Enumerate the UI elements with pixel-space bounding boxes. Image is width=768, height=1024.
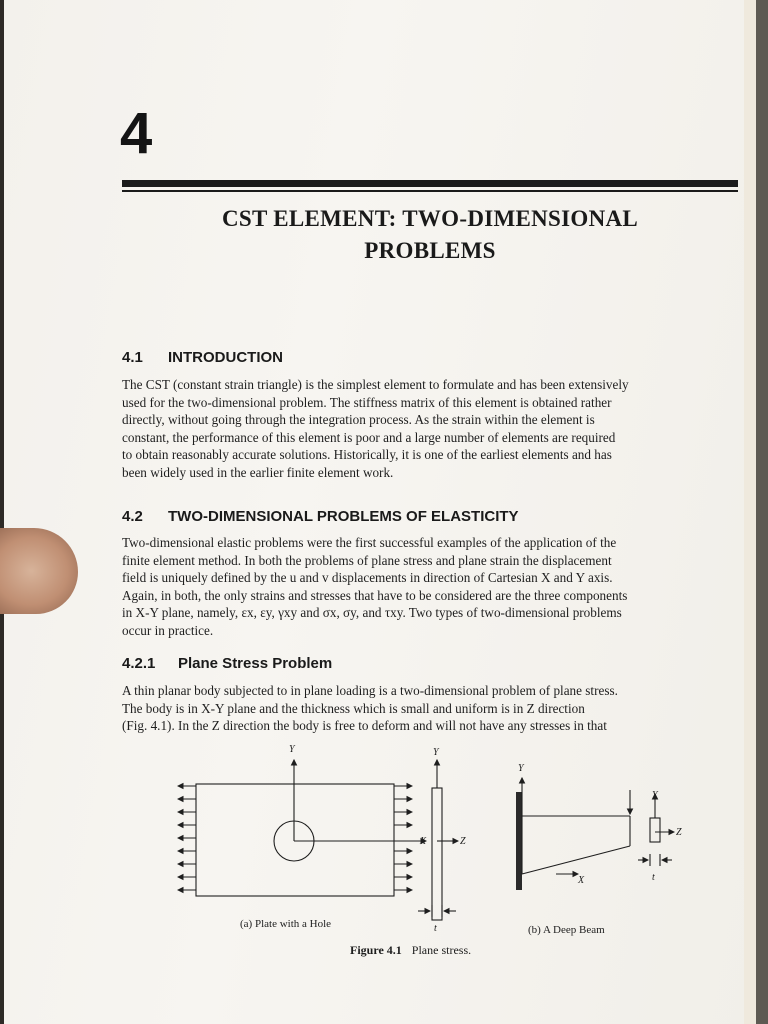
text-line: been widely used in the earlier finite element work. <box>122 464 394 480</box>
section-number: 4.2 <box>122 508 143 525</box>
section-title: Plane Stress Problem <box>178 655 333 672</box>
text-line: (Fig. 4.1). In the Z direction the body is free to deform and will not have any stresses in that <box>122 718 607 733</box>
plate-edge-rect <box>432 788 442 920</box>
section-title: INTRODUCTION <box>168 349 283 366</box>
beam-section-rect <box>650 818 660 842</box>
section-number: 4.2.1 <box>122 655 156 672</box>
section-title: TWO-DIMENSIONAL PROBLEMS OF ELASTICITY <box>168 508 519 525</box>
thickness-label: t <box>434 923 437 934</box>
section-y-label: Y <box>652 790 658 801</box>
paragraph-introduction <box>122 376 738 481</box>
figure-label-b: (b) A Deep Beam <box>528 924 605 936</box>
paragraph-elasticity <box>122 534 738 639</box>
text-line: finite element method. In both the problems of plane stress and plane strain the displacement <box>122 552 612 568</box>
text-line: to obtain reasonably accurate solutions. Historically, it is one of the earliest elements and has <box>122 447 612 462</box>
y-axis-label: Y <box>289 744 295 755</box>
text-line: The CST (constant strain triangle) is the simplest element to formulate and has been extensively <box>122 377 629 392</box>
text-line: in X-Y plane, namely, εx, εy, γxy and σx, σy, and τxy. Two types of two-dimensional problems <box>122 605 622 620</box>
section-thickness-label: t <box>652 872 655 883</box>
figure-caption <box>350 943 471 958</box>
beam-bottom-edge <box>522 846 630 874</box>
figure-number: Figure 4.1 <box>350 943 402 957</box>
section-number: 4.1 <box>122 349 143 366</box>
chapter-rule-thick <box>122 180 738 187</box>
section-z-label: Z <box>676 827 682 838</box>
text-line: A thin planar body subjected to in plane loading is a two-dimensional problem of plane stress. <box>122 683 618 698</box>
figure-plane-stress <box>164 738 704 938</box>
text-line: constant, the performance of this element is poor and a large number of elements are required <box>122 429 616 445</box>
plate-rect <box>196 784 394 896</box>
text-line: Two-dimensional elastic problems were the first successful examples of the application of the <box>122 535 617 550</box>
text-line: directly, without going through the integration process. As the strain within the element is <box>122 412 595 427</box>
plate-side-view <box>418 747 466 934</box>
fixed-support <box>516 792 522 890</box>
chapter-rule-thin <box>122 190 738 192</box>
section-heading-elasticity <box>122 508 519 525</box>
chapter-number: 4 <box>120 101 153 166</box>
deep-beam-diagram <box>516 763 682 890</box>
text-line: occur in practice. <box>122 622 214 638</box>
right-load-arrows <box>394 786 412 890</box>
page-edge <box>744 0 756 1024</box>
chapter-title <box>122 203 738 267</box>
plate-with-hole-diagram <box>178 744 426 896</box>
chapter-title-line-2: PROBLEMS <box>364 238 496 263</box>
section-heading-introduction <box>122 349 283 366</box>
text-line: Again, in both, the only strains and stresses that have to be considered are the three components <box>122 587 628 603</box>
text-line: field is uniquely defined by the u and v displacements in direction of Cartesian X and Y axis. <box>122 570 613 585</box>
side-y-label: Y <box>433 747 439 758</box>
beam-x-label: X <box>578 875 585 886</box>
text-line: used for the two-dimensional problem. The stiffness matrix of this element is obtained rather <box>122 394 612 410</box>
side-x-label: X <box>420 836 427 847</box>
figure-label-a: (a) Plate with a Hole <box>240 918 332 930</box>
text-line: The body is in X-Y plane and the thickness which is small and uniform is in Z direction <box>122 700 585 716</box>
beam-y-label: Y <box>518 763 524 774</box>
side-z-label: Z <box>460 836 466 847</box>
section-heading-plane-stress <box>122 655 332 672</box>
chapter-title-line-1: CST ELEMENT: TWO-DIMENSIONAL <box>221 206 639 231</box>
paragraph-plane-stress <box>122 682 738 735</box>
left-load-arrows <box>178 786 196 890</box>
figure-caption-text: Plane stress. <box>411 943 472 957</box>
book-page <box>4 0 756 1024</box>
